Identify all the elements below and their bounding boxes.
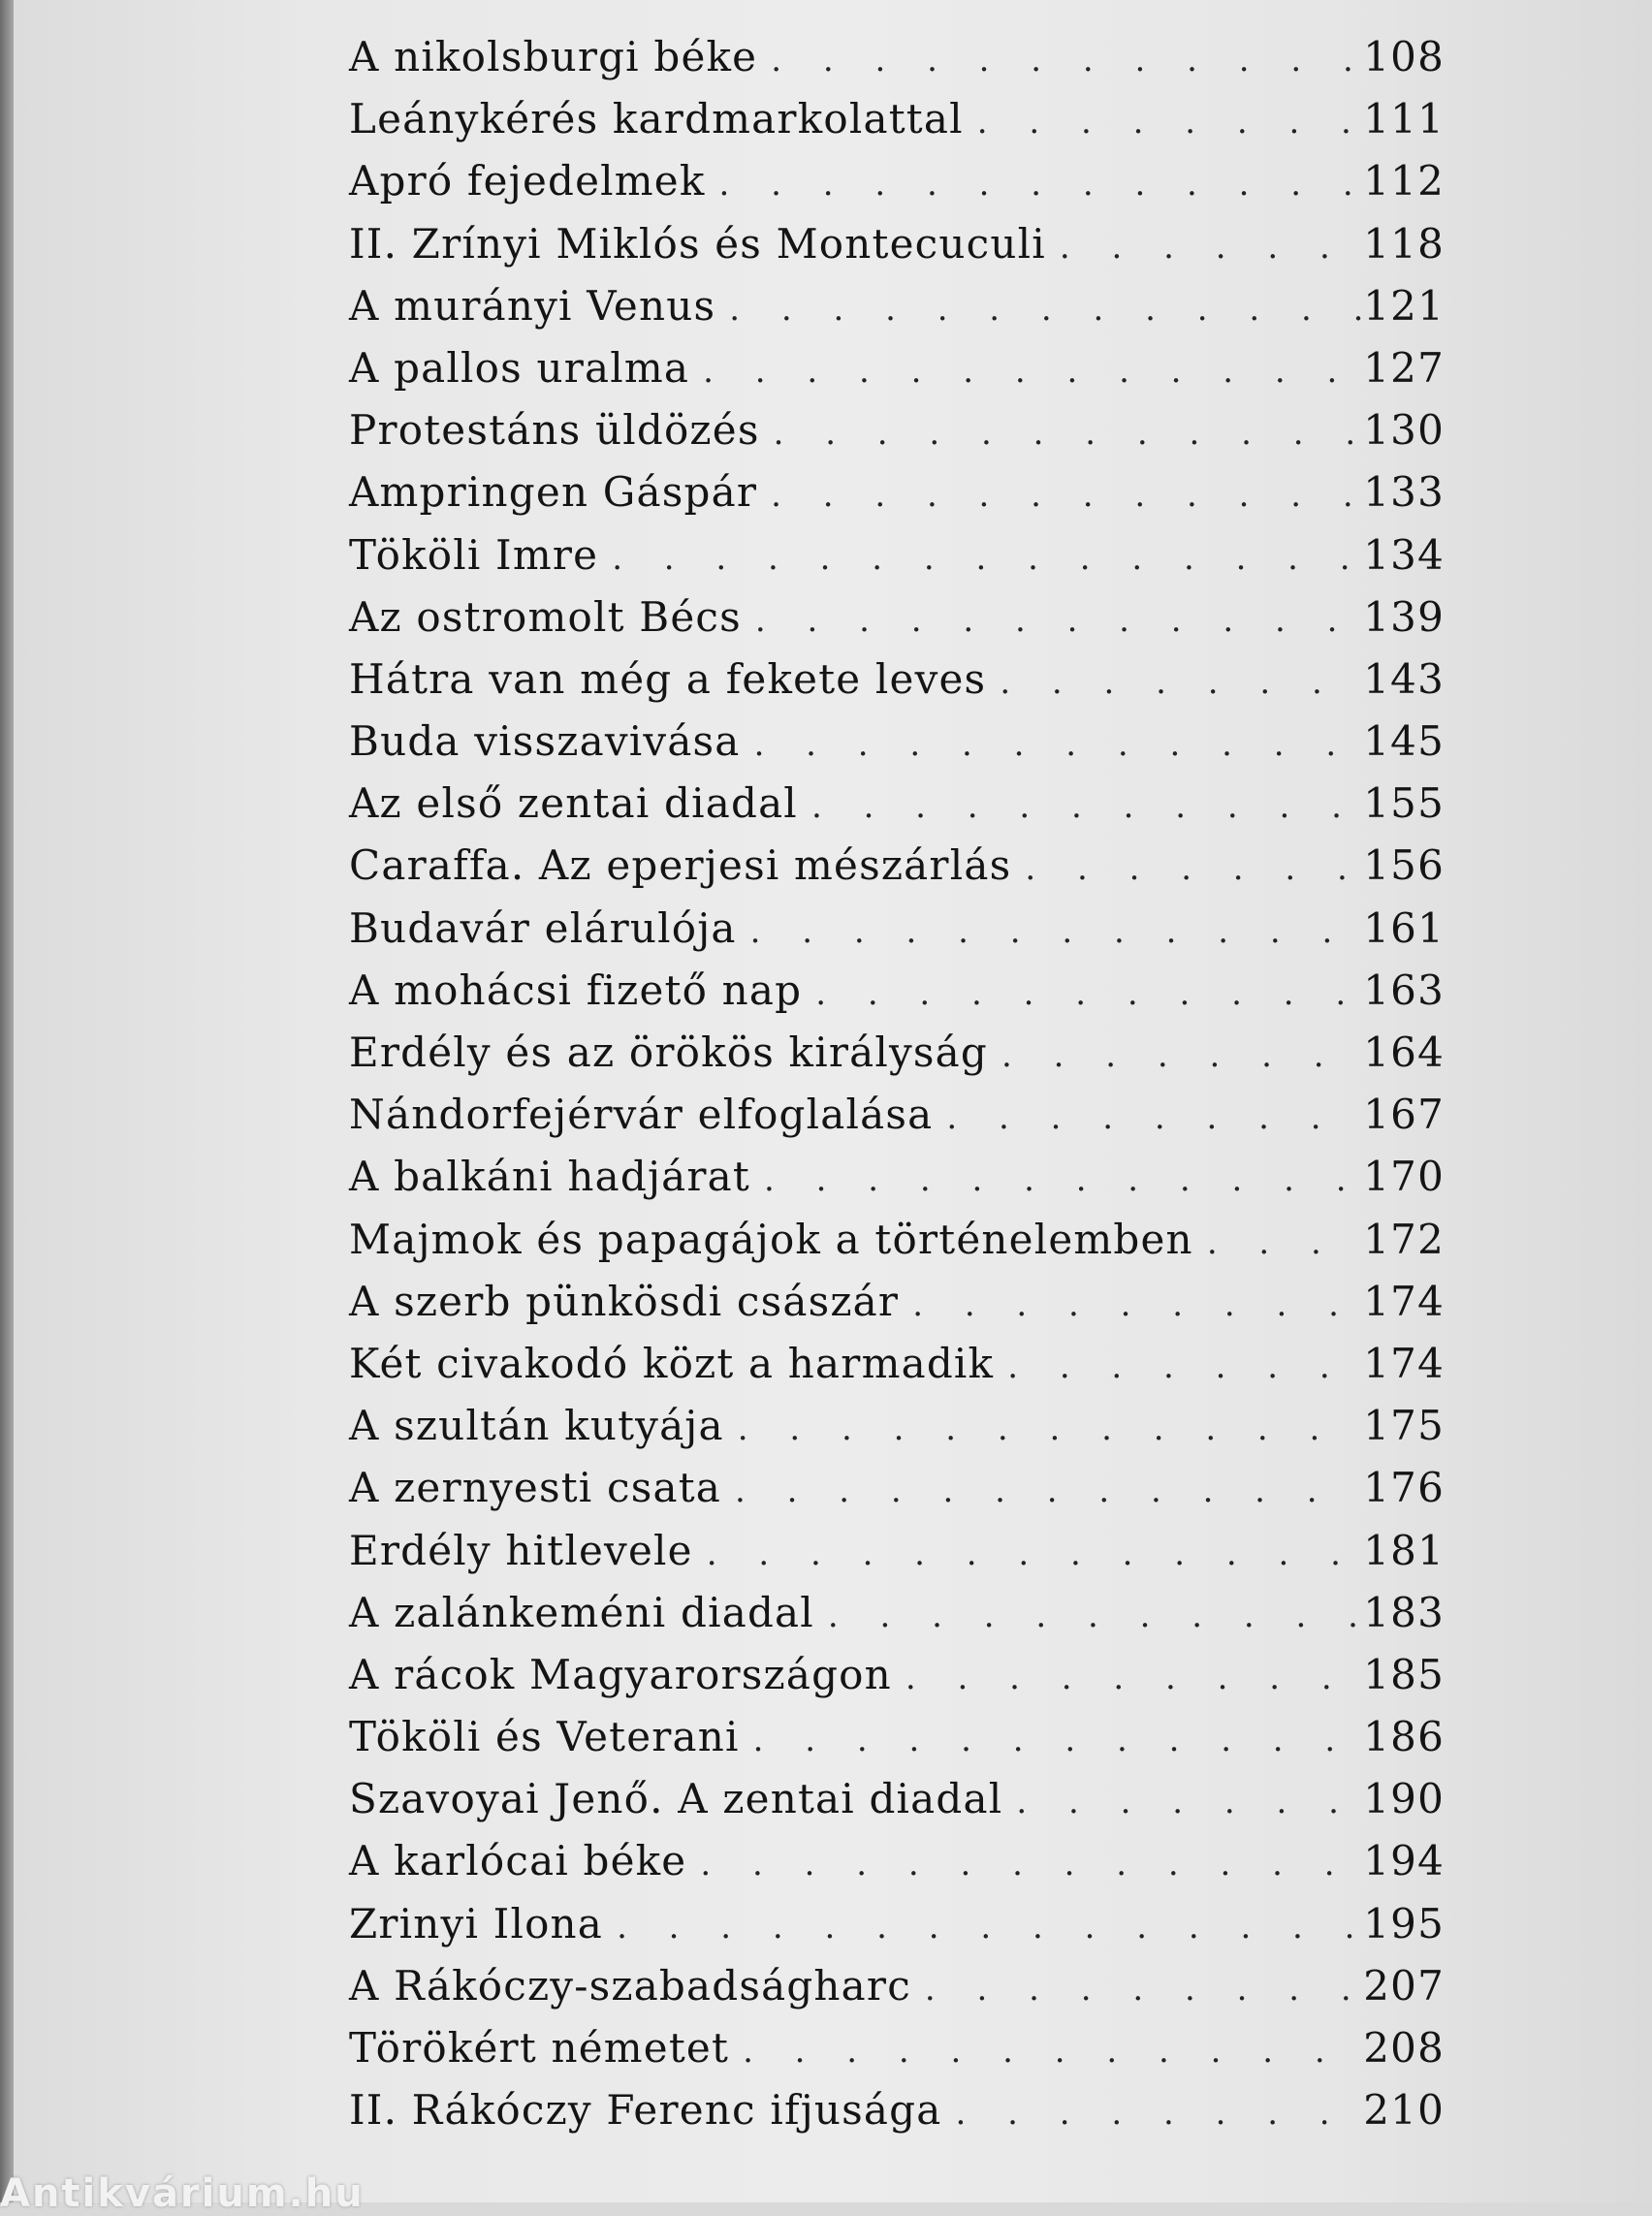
toc-entry <box>349 593 1445 655</box>
dot-leader <box>750 912 1361 951</box>
dot-leader <box>912 1285 1361 1324</box>
toc-entry-page: 170 <box>1363 1153 1445 1201</box>
toc-entry-title: A mohácsi fizető nap <box>349 966 803 1014</box>
dot-leader <box>1025 849 1361 888</box>
toc-entry-page: 175 <box>1363 1402 1445 1450</box>
toc-entry <box>349 220 1445 282</box>
toc-entry-title: A balkáni hadjárat <box>349 1153 750 1201</box>
toc-entry <box>349 282 1445 344</box>
dot-leader <box>925 1970 1361 2009</box>
toc-entry-page: 155 <box>1363 779 1445 828</box>
dot-leader <box>774 414 1361 453</box>
toc-entry-title: Budavár elárulója <box>349 903 737 952</box>
toc-entry <box>349 1900 1445 1962</box>
toc-entry-page: 194 <box>1363 1837 1445 1885</box>
toc-entry <box>349 33 1445 95</box>
toc-entry-title: Majmok és papagájok a történelemben <box>349 1215 1193 1263</box>
toc-entry <box>349 1278 1445 1340</box>
toc-entry-page: 167 <box>1363 1091 1445 1139</box>
toc-entry <box>349 904 1445 966</box>
dot-leader <box>828 1597 1361 1635</box>
toc-entry <box>349 1775 1445 1837</box>
dot-leader <box>1000 663 1361 702</box>
toc-entry-title: Tököli Imre <box>349 530 599 579</box>
toc-entry-page: 174 <box>1363 1277 1445 1325</box>
toc-entry-page: 172 <box>1363 1215 1445 1263</box>
toc-entry <box>349 468 1445 530</box>
toc-entry <box>349 655 1445 717</box>
dot-leader <box>754 725 1361 764</box>
toc-entry-page: 195 <box>1363 1899 1445 1947</box>
toc-entry-title: Két civakodó közt a harmadik <box>349 1339 995 1387</box>
toc-entry-page: 210 <box>1363 2086 1445 2135</box>
toc-entry <box>349 1216 1445 1278</box>
toc-entry-page: 156 <box>1363 841 1445 890</box>
dot-leader <box>700 1845 1361 1884</box>
toc-entry-page: 183 <box>1363 1588 1445 1636</box>
toc-entry <box>349 1651 1445 1713</box>
dot-leader <box>1016 1783 1361 1821</box>
toc-entry <box>349 779 1445 841</box>
toc-entry <box>349 1091 1445 1153</box>
toc-entry-page: 108 <box>1363 33 1445 80</box>
toc-entry-page: 112 <box>1363 157 1445 206</box>
toc-entry <box>349 2024 1445 2086</box>
toc-entry <box>349 1340 1445 1402</box>
dot-leader <box>977 103 1361 142</box>
dot-leader <box>753 1721 1361 1759</box>
toc-entry-title: Buda visszavivása <box>349 717 741 766</box>
toc-entry-page: 208 <box>1363 2024 1445 2072</box>
toc-entry-title: A zernyesti csata <box>349 1464 722 1512</box>
toc-entry-title: A rácok Magyarországon <box>349 1650 892 1698</box>
dot-leader <box>771 41 1361 79</box>
dot-leader <box>946 1098 1361 1137</box>
toc-entry-page: 207 <box>1363 1961 1445 2010</box>
toc-entry <box>349 1029 1445 1091</box>
dot-leader <box>703 352 1361 391</box>
toc-entry <box>349 1589 1445 1651</box>
toc-entry-title: A nikolsburgi béke <box>349 33 758 80</box>
toc-entry <box>349 1153 1445 1215</box>
toc-entry-page: 161 <box>1363 903 1445 952</box>
watermark: Antikvárium.hu <box>0 2171 365 2216</box>
dot-leader <box>755 601 1361 640</box>
toc-entry-title: A murányi Venus <box>349 281 716 330</box>
toc-entry-title: Erdély és az örökös királyság <box>349 1029 988 1076</box>
toc-entry-title: A pallos uralma <box>349 343 690 392</box>
toc-entry-page: 145 <box>1363 717 1445 766</box>
toc-entry-page: 181 <box>1363 1526 1445 1574</box>
toc-entry-title: A Rákóczy-szabadságharc <box>349 1961 911 2010</box>
toc-entry-title: A zalánkeméni diadal <box>349 1588 814 1636</box>
toc-entry <box>349 1713 1445 1775</box>
toc-entry-title: II. Zrínyi Miklós és Montecuculi <box>349 219 1046 268</box>
dot-leader <box>1007 1347 1361 1386</box>
dot-leader <box>735 1472 1361 1510</box>
dot-leader <box>905 1659 1361 1697</box>
toc-entry <box>349 1837 1445 1899</box>
toc-entry <box>349 841 1445 903</box>
book-spine-edge <box>0 0 14 2202</box>
toc-entry-title: Az ostromolt Bécs <box>349 592 742 641</box>
toc-entry-page: 186 <box>1363 1713 1445 1761</box>
dot-leader <box>729 290 1361 329</box>
toc-entry <box>349 2086 1445 2148</box>
dot-leader <box>1207 1223 1361 1262</box>
toc-entry-title: Az első zentai diadal <box>349 779 798 828</box>
toc-entry-page: 176 <box>1363 1464 1445 1512</box>
toc-entry-title: A karlócai béke <box>349 1837 687 1885</box>
toc-entry <box>349 531 1445 593</box>
toc-entry <box>349 966 1445 1029</box>
dot-leader <box>743 2032 1361 2071</box>
toc-entry-page: 121 <box>1363 281 1445 330</box>
dot-leader <box>811 787 1361 826</box>
dot-leader <box>815 974 1361 1013</box>
toc-entry-title: Ampringen Gáspár <box>349 468 758 517</box>
toc-entry-title: A szerb pünkösdi császár <box>349 1277 900 1325</box>
toc-entry <box>349 717 1445 779</box>
dot-leader <box>617 1908 1361 1947</box>
toc-entry-page: 163 <box>1363 966 1445 1014</box>
toc-entry-title: Protestáns üldözés <box>349 406 760 455</box>
toc-entry-page: 174 <box>1363 1339 1445 1387</box>
toc-entry-page: 118 <box>1363 219 1445 268</box>
toc-entry-page: 133 <box>1363 468 1445 517</box>
dot-leader <box>719 165 1361 204</box>
toc-entry-title: Zrinyi Ilona <box>349 1899 604 1947</box>
toc-entry-title: A szultán kutyája <box>349 1402 724 1450</box>
toc-entry-title: Hátra van még a fekete leves <box>349 654 987 703</box>
toc-entry <box>349 1962 1445 2024</box>
toc-entry-page: 127 <box>1363 343 1445 392</box>
dot-leader <box>771 476 1361 515</box>
dot-leader <box>956 2094 1362 2133</box>
toc-entry <box>349 1527 1445 1589</box>
toc-entry <box>349 95 1445 157</box>
toc-entry-title: Leánykérés kardmarkolattal <box>349 95 964 143</box>
table-of-contents <box>349 33 1445 2148</box>
toc-entry-title: Törökért németet <box>349 2024 730 2072</box>
toc-entry <box>349 1402 1445 1464</box>
toc-entry-title: Nándorfejérvár elfoglalása <box>349 1091 934 1139</box>
toc-entry-title: Caraffa. Az eperjesi mészárlás <box>349 841 1012 890</box>
toc-entry-title: Erdély hitlevele <box>349 1526 693 1574</box>
dot-leader <box>738 1409 1361 1448</box>
toc-entry-page: 139 <box>1363 592 1445 641</box>
toc-entry <box>349 406 1445 468</box>
toc-entry <box>349 344 1445 406</box>
dot-leader <box>1001 1036 1361 1075</box>
toc-entry-title: Apró fejedelmek <box>349 157 706 206</box>
toc-entry-page: 190 <box>1363 1775 1445 1823</box>
toc-entry <box>349 1464 1445 1526</box>
toc-entry-page: 164 <box>1363 1029 1445 1076</box>
toc-entry-title: Tököli és Veterani <box>349 1713 740 1761</box>
toc-entry <box>349 157 1445 219</box>
toc-entry-title: Szavoyai Jenő. A zentai diadal <box>349 1775 1003 1823</box>
toc-entry-title: II. Rákóczy Ferenc ifjusága <box>349 2086 942 2135</box>
toc-entry-page: 111 <box>1363 95 1445 143</box>
dot-leader <box>764 1160 1361 1199</box>
toc-entry-page: 130 <box>1363 406 1445 455</box>
dot-leader <box>707 1535 1361 1573</box>
dot-leader <box>612 539 1361 578</box>
dot-leader <box>1060 228 1361 267</box>
toc-entry-page: 185 <box>1363 1650 1445 1698</box>
toc-entry-page: 143 <box>1363 654 1445 703</box>
toc-entry-page: 134 <box>1363 530 1445 579</box>
